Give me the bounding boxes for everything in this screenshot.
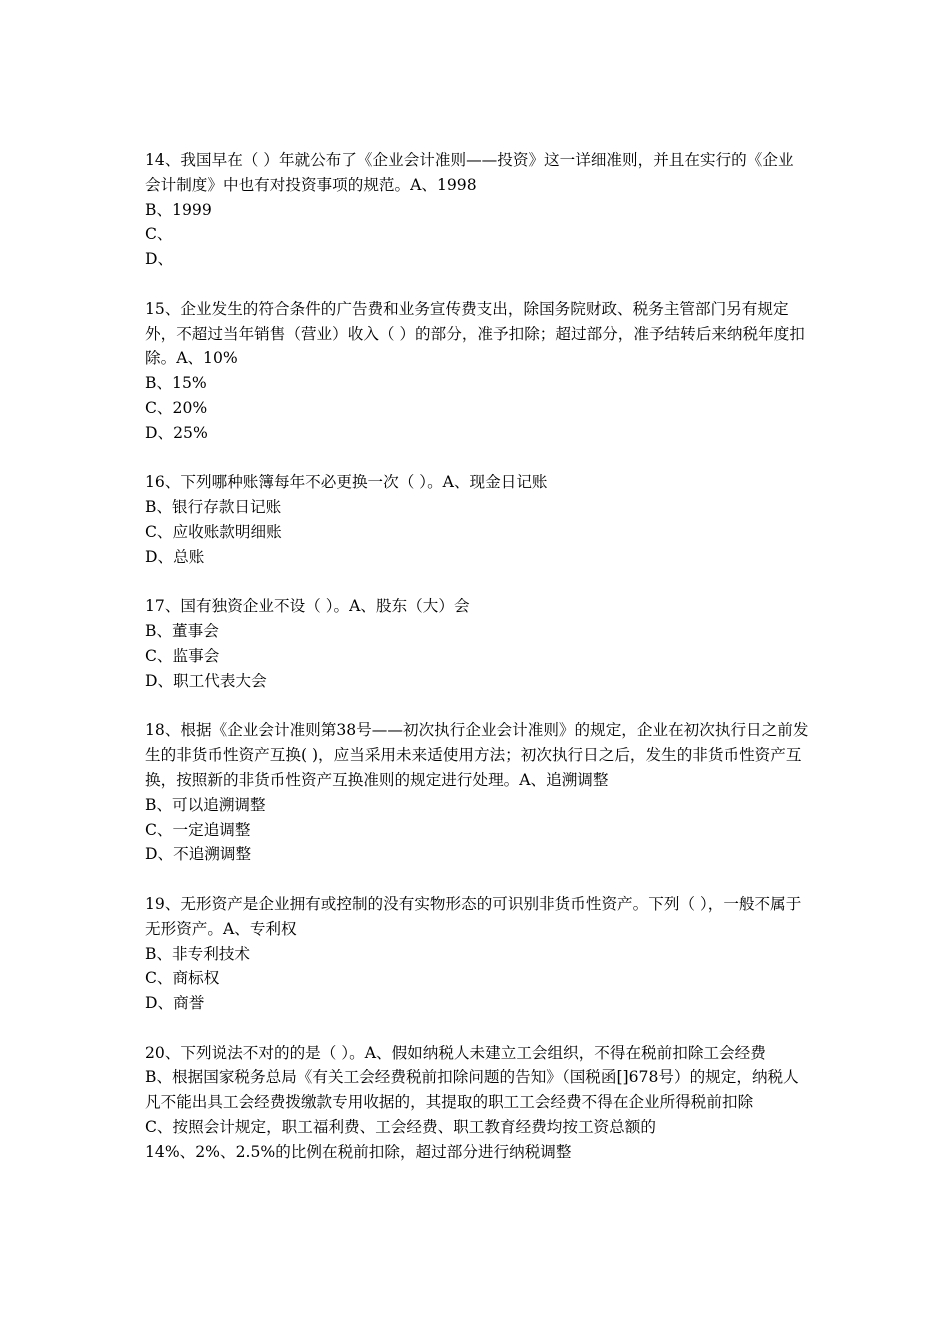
option-c: C、20% (145, 398, 208, 417)
question-stem: 16、下列哪种账簿每年不必更换一次（ ）。A、现金日记账 (145, 473, 548, 492)
question-stem: 19、无形资产是企业拥有或控制的没有实物形态的可识别非货币性资产。下列（ ），一般不属于无形资产。A、专利权 (145, 894, 802, 938)
option-d: D、商誉 (145, 994, 205, 1013)
question-list (145, 148, 809, 1189)
question-19 (145, 892, 809, 1016)
question-17 (145, 594, 809, 693)
option-c: C、 (145, 225, 173, 244)
option-b: B、银行存款日记账 (145, 498, 282, 517)
question-16 (145, 470, 809, 569)
option-d: D、不追溯调整 (145, 845, 252, 864)
option-c: C、按照会计规定，职工福利费、工会经费、职工教育经费均按工资总额的 (145, 1118, 656, 1137)
option-c: C、一定追调整 (145, 820, 251, 839)
option-c-continued: 14%、2%、2.5%的比例在税前扣除，超过部分进行纳税调整 (145, 1142, 572, 1161)
option-d: D、 (145, 250, 174, 269)
option-c: C、监事会 (145, 646, 220, 665)
option-c: C、商标权 (145, 969, 220, 988)
option-c: C、应收账款明细账 (145, 522, 282, 541)
question-14 (145, 148, 809, 272)
option-b: B、非专利技术 (145, 944, 251, 963)
option-d: D、25% (145, 423, 208, 442)
question-stem: 20、下列说法不对的的是（ ）。A、假如纳税人未建立工会组织，不得在税前扣除工会经费 (145, 1043, 766, 1062)
question-stem: 15、企业发生的符合条件的广告费和业务宣传费支出，除国务院财政、税务主管部门另有规定外，不超过当年销售（营业）收入（ ）的部分，准予扣除；超过部分，准予结转后来纳税年度扣除。A、10% (145, 299, 805, 368)
option-b: B、董事会 (145, 622, 219, 641)
question-stem: 17、国有独资企业不设（ ）。A、股东（大）会 (145, 597, 470, 616)
question-stem: 14、我国早在（ ）年就公布了《企业会计准则——投资》这一详细准则，并且在实行的《企业会计制度》中也有对投资事项的规范。A、1998 (145, 151, 794, 194)
question-20 (145, 1041, 809, 1165)
option-b: B、可以追溯调整 (145, 795, 266, 814)
option-b: B、1999 (145, 200, 212, 219)
question-15 (145, 297, 809, 446)
question-stem: 18、根据《企业会计准则第38号——初次执行企业会计准则》的规定，企业在初次执行日之前发生的非货币性资产互换( )，应当采用未来适使用方法；初次执行日之后，发生的非货币性资产互换，按照新的非货币性资产互换准则的规定进行处理。A、追溯调整 (145, 721, 809, 789)
option-b: B、根据国家税务总局《有关工会经费税前扣除问题的告知》（国税函[]678号）的规定，纳税人凡不能出具工会经费拨缴款专用收据的，其提取的职工工会经费不得在企业所得税前扣除 (145, 1068, 799, 1112)
option-d: D、职工代表大会 (145, 671, 267, 690)
option-b: B、15% (145, 374, 207, 393)
question-18 (145, 718, 809, 867)
option-d: D、总账 (145, 547, 205, 566)
